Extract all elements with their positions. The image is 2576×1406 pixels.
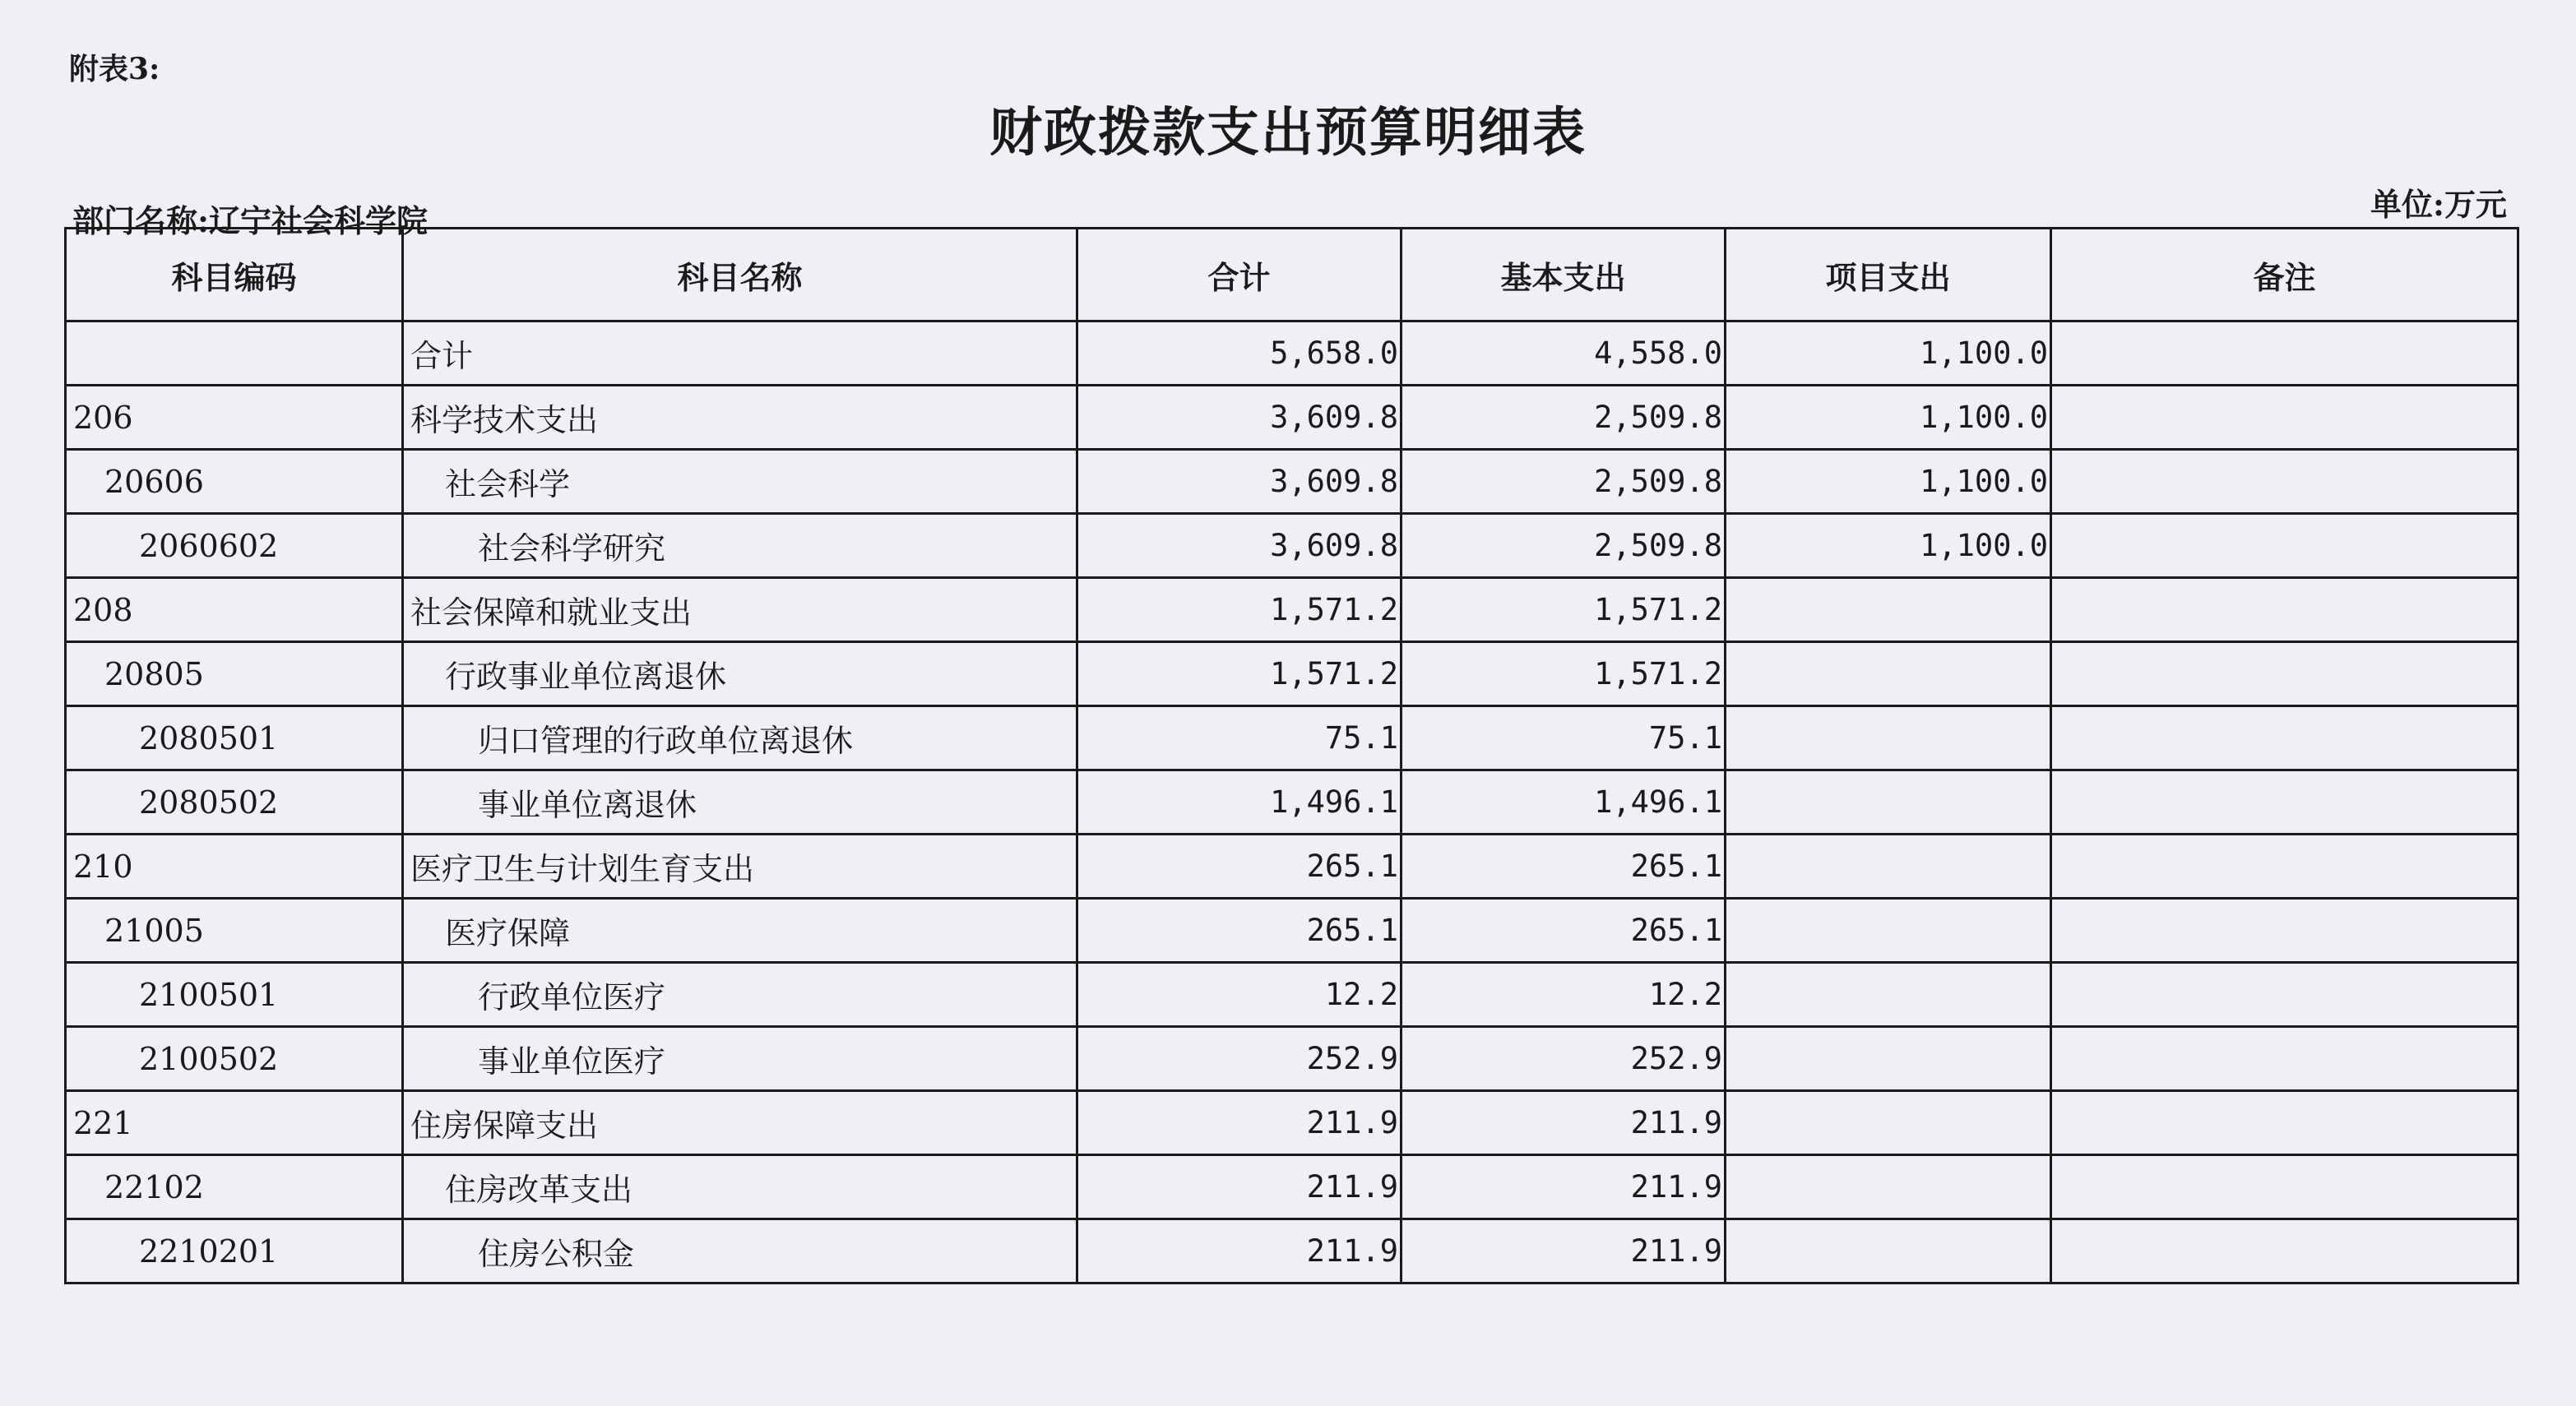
note-cell [2051, 642, 2518, 706]
subject-code-cell: 2080502 [66, 770, 403, 835]
total-cell: 1,571.2 [1077, 642, 1402, 706]
total-cell: 252.9 [1077, 1027, 1402, 1091]
basic-expense-cell: 75.1 [1402, 706, 1726, 770]
column-header-code: 科目编码 [66, 229, 403, 321]
note-cell [2051, 770, 2518, 835]
subject-name-cell: 科学技术支出 [403, 386, 1077, 450]
basic-expense-cell: 2,509.8 [1402, 514, 1726, 578]
basic-expense-cell: 252.9 [1402, 1027, 1726, 1091]
project-expense-cell [1726, 1155, 2051, 1219]
table-row [66, 963, 2518, 1027]
table-row [66, 386, 2518, 450]
budget-table [64, 227, 2519, 1284]
table-row [66, 1219, 2518, 1283]
basic-expense-cell: 1,571.2 [1402, 642, 1726, 706]
total-cell: 1,496.1 [1077, 770, 1402, 835]
note-cell [2051, 835, 2518, 899]
basic-expense-cell: 2,509.8 [1402, 450, 1726, 514]
subject-code-cell: 221 [66, 1091, 403, 1155]
total-cell: 75.1 [1077, 706, 1402, 770]
page-title: 财政拨款支出预算明细表 [989, 102, 1587, 164]
table-row [66, 835, 2518, 899]
project-expense-cell: 1,100.0 [1726, 450, 2051, 514]
table-row [66, 706, 2518, 770]
project-expense-cell [1726, 899, 2051, 963]
subject-code-cell: 2210201 [66, 1219, 403, 1283]
subject-name-cell: 行政事业单位离退休 [403, 642, 1077, 706]
basic-expense-cell: 265.1 [1402, 899, 1726, 963]
note-cell [2051, 578, 2518, 642]
basic-expense-cell: 211.9 [1402, 1091, 1726, 1155]
column-header-total: 合计 [1077, 229, 1402, 321]
note-cell [2051, 1027, 2518, 1091]
subject-name-cell: 医疗保障 [403, 899, 1077, 963]
table-row [66, 770, 2518, 835]
table-row [66, 1091, 2518, 1155]
subject-code-cell: 2100502 [66, 1027, 403, 1091]
project-expense-cell [1726, 835, 2051, 899]
project-expense-cell [1726, 963, 2051, 1027]
subject-name-cell: 事业单位离退休 [403, 770, 1077, 835]
project-expense-cell [1726, 706, 2051, 770]
note-cell [2051, 386, 2518, 450]
total-cell: 265.1 [1077, 899, 1402, 963]
project-expense-cell: 1,100.0 [1726, 321, 2051, 386]
subject-code-cell: 20805 [66, 642, 403, 706]
basic-expense-cell: 4,558.0 [1402, 321, 1726, 386]
project-expense-cell [1726, 770, 2051, 835]
note-cell [2051, 706, 2518, 770]
basic-expense-cell: 211.9 [1402, 1219, 1726, 1283]
subject-name-cell: 住房公积金 [403, 1219, 1077, 1283]
subject-code-cell: 210 [66, 835, 403, 899]
subject-name-cell: 住房改革支出 [403, 1155, 1077, 1219]
basic-expense-cell: 265.1 [1402, 835, 1726, 899]
total-cell: 3,609.8 [1077, 514, 1402, 578]
subject-code-cell: 2080501 [66, 706, 403, 770]
table-row [66, 1155, 2518, 1219]
department-name: 部门名称:辽宁社会科学院 [72, 202, 429, 239]
note-cell [2051, 514, 2518, 578]
note-cell [2051, 899, 2518, 963]
table-body [66, 321, 2518, 1283]
subject-code-cell: 2100501 [66, 963, 403, 1027]
subject-code-cell: 206 [66, 386, 403, 450]
basic-expense-cell: 211.9 [1402, 1155, 1726, 1219]
subject-code-cell: 2060602 [66, 514, 403, 578]
total-cell: 211.9 [1077, 1091, 1402, 1155]
subject-name-cell: 事业单位医疗 [403, 1027, 1077, 1091]
note-cell [2051, 1219, 2518, 1283]
subject-name-cell: 住房保障支出 [403, 1091, 1077, 1155]
table-row [66, 514, 2518, 578]
subject-name-cell: 行政单位医疗 [403, 963, 1077, 1027]
total-cell: 5,658.0 [1077, 321, 1402, 386]
note-cell [2051, 1155, 2518, 1219]
note-cell [2051, 963, 2518, 1027]
table-header-row [66, 229, 2518, 321]
total-cell: 211.9 [1077, 1219, 1402, 1283]
total-cell: 265.1 [1077, 835, 1402, 899]
total-cell: 1,571.2 [1077, 578, 1402, 642]
subject-code-cell: 22102 [66, 1155, 403, 1219]
project-expense-cell: 1,100.0 [1726, 514, 2051, 578]
note-cell [2051, 450, 2518, 514]
unit-label: 单位:万元 [2370, 186, 2507, 223]
column-header-project: 项目支出 [1726, 229, 2051, 321]
subject-name-cell: 社会科学 [403, 450, 1077, 514]
basic-expense-cell: 2,509.8 [1402, 386, 1726, 450]
table-row [66, 578, 2518, 642]
subject-name-cell: 医疗卫生与计划生育支出 [403, 835, 1077, 899]
table-row [66, 899, 2518, 963]
total-cell: 3,609.8 [1077, 450, 1402, 514]
project-expense-cell [1726, 642, 2051, 706]
table-row [66, 1027, 2518, 1091]
column-header-basic: 基本支出 [1402, 229, 1726, 321]
total-cell: 12.2 [1077, 963, 1402, 1027]
column-header-note: 备注 [2051, 229, 2518, 321]
subject-code-cell: 208 [66, 578, 403, 642]
total-cell: 211.9 [1077, 1155, 1402, 1219]
total-cell: 3,609.8 [1077, 386, 1402, 450]
column-header-name: 科目名称 [403, 229, 1077, 321]
subject-code-cell: 21005 [66, 899, 403, 963]
subject-name-cell: 社会保障和就业支出 [403, 578, 1077, 642]
note-cell [2051, 1091, 2518, 1155]
project-expense-cell [1726, 1091, 2051, 1155]
project-expense-cell [1726, 1219, 2051, 1283]
basic-expense-cell: 1,496.1 [1402, 770, 1726, 835]
subject-code-cell [66, 321, 403, 386]
basic-expense-cell: 1,571.2 [1402, 578, 1726, 642]
table-row [66, 642, 2518, 706]
subject-name-cell: 社会科学研究 [403, 514, 1077, 578]
subject-code-cell: 20606 [66, 450, 403, 514]
subject-name-cell: 归口管理的行政单位离退休 [403, 706, 1077, 770]
note-cell [2051, 321, 2518, 386]
annex-label: 附表3: [69, 52, 160, 86]
table-row [66, 450, 2518, 514]
basic-expense-cell: 12.2 [1402, 963, 1726, 1027]
subject-name-cell: 合计 [403, 321, 1077, 386]
project-expense-cell [1726, 578, 2051, 642]
project-expense-cell: 1,100.0 [1726, 386, 2051, 450]
table-row [66, 321, 2518, 386]
project-expense-cell [1726, 1027, 2051, 1091]
